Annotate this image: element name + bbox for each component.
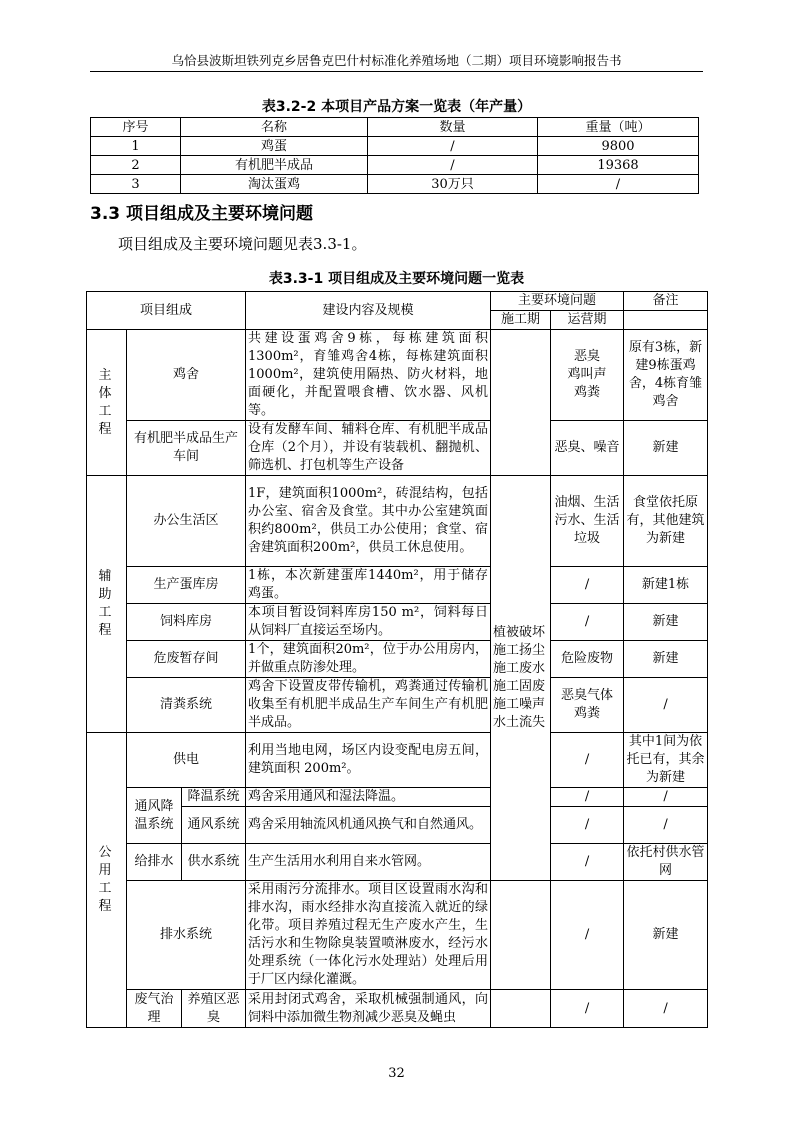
header-cell: 序号 <box>91 118 181 137</box>
row-op: 油烟、生活污水、生活垃圾 <box>551 476 624 567</box>
row-content: 本项目暂设饲料库房150 m²，饲料每日从饲料厂直接运至场内。 <box>246 604 491 641</box>
table-row <box>87 733 708 788</box>
row-note: 其中1间为依托已有，其余为新建 <box>624 733 708 788</box>
row-op: / <box>551 733 624 788</box>
table-row <box>87 990 708 1028</box>
row-content: 1栋，本次新建蛋库1440m²，用于储存鸡蛋。 <box>246 567 491 604</box>
row-op: 恶臭 鸡叫声 鸡粪 <box>551 330 624 421</box>
section-paragraph: 项目组成及主要环境问题见表3.3-1。 <box>118 235 367 253</box>
row-note: / <box>624 807 708 844</box>
row-name: 鸡舍 <box>127 330 246 421</box>
row-note: 食堂依托原有，其他建筑为新建 <box>624 476 708 567</box>
row-content: 1F，建筑面积1000m²，砖混结构，包括办公室、宿舍及食堂。其中办公室建筑面积约800m²，供员工办公使用；食堂、宿舍建筑面积200m²，供员工休息使用。 <box>246 476 491 567</box>
cell: 30万只 <box>368 175 538 194</box>
header-env: 主要环境问题 <box>491 292 624 311</box>
table-row <box>87 881 708 990</box>
section-heading: 3.3 项目组成及主要环境问题 <box>90 204 314 224</box>
row-note: / <box>624 678 708 733</box>
row-note: 新建1栋 <box>624 567 708 604</box>
row-op: / <box>551 567 624 604</box>
ventilation-group: 通风降温系统 <box>127 788 182 844</box>
row-op: / <box>551 844 624 881</box>
table-row <box>87 788 708 807</box>
cell: / <box>538 175 699 194</box>
row-op: / <box>551 807 624 844</box>
cell: 19368 <box>538 156 699 175</box>
empty-cell <box>624 311 708 330</box>
row-content: 鸡舍下设置皮带传输机，鸡粪通过传输机收集至有机肥半成品生产车间生产有机肥半成品。 <box>246 678 491 733</box>
product-table <box>90 117 699 194</box>
cell: 鸡蛋 <box>181 137 368 156</box>
table-row <box>87 844 708 881</box>
construction-issues: 植被破坏 施工扬尘 施工废水 施工固废 施工噪声 水土流失 <box>491 476 551 881</box>
water-group: 给排水 <box>127 844 182 881</box>
header-operation: 运营期 <box>551 311 624 330</box>
row-op: 危险废物 <box>551 641 624 678</box>
header-cell: 数量 <box>368 118 538 137</box>
table-row <box>87 641 708 678</box>
cell: / <box>368 156 538 175</box>
row-content: 采用封闭式鸡舍，采取机械强制通风，向饲料中添加微生物剂减少恶臭及蝇虫 <box>246 990 491 1028</box>
row-content: 共建设蛋鸡舍9栋，每栋建筑面积1300m²，育雏鸡舍4栋，每栋建筑面积1000m²，建筑使用隔热、防火材料，地面硬化，并配置喂食槽、饮水器、风机等。 <box>246 330 491 421</box>
row-name: 降温系统 <box>182 788 246 807</box>
cell: 1 <box>91 137 181 156</box>
row-name: 饲料库房 <box>127 604 246 641</box>
cell: 3 <box>91 175 181 194</box>
row-note: 新建 <box>624 881 708 990</box>
row-op: 恶臭、噪音 <box>551 421 624 476</box>
table-row <box>91 137 699 156</box>
row-name: 养殖区恶臭 <box>182 990 246 1028</box>
composition-table <box>86 291 708 1028</box>
header-cell: 重量（吨） <box>538 118 699 137</box>
row-op: / <box>551 788 624 807</box>
row-name: 办公生活区 <box>127 476 246 567</box>
exhaust-group: 废气治理 <box>127 990 182 1028</box>
header-rule <box>90 71 703 72</box>
row-name: 生产蛋库房 <box>127 567 246 604</box>
construction-blank <box>491 881 551 990</box>
row-name: 通风系统 <box>182 807 246 844</box>
row-name: 供水系统 <box>182 844 246 881</box>
row-name: 危废暂存间 <box>127 641 246 678</box>
table-row <box>91 175 699 194</box>
table-row <box>87 604 708 641</box>
cell: 有机肥半成品 <box>181 156 368 175</box>
row-note: 依托村供水管网 <box>624 844 708 881</box>
row-name: 供电 <box>127 733 246 788</box>
row-content: 鸡舍采用通风和湿法降温。 <box>246 788 491 807</box>
construction-blank <box>491 990 551 1028</box>
header-note: 备注 <box>624 292 708 311</box>
row-content: 鸡舍采用轴流风机通风换气和自然通风。 <box>246 807 491 844</box>
row-op: 恶臭气体 鸡粪 <box>551 678 624 733</box>
table-row <box>87 421 708 476</box>
row-op: / <box>551 881 624 990</box>
table-row <box>87 567 708 604</box>
cell: / <box>368 137 538 156</box>
table-row <box>87 330 708 421</box>
group-public: 公 用 工 程 <box>87 733 127 1028</box>
row-content: 利用当地电网，场区内设变配电房五间，建筑面积 200m²。 <box>246 733 491 788</box>
row-note: 原有3栋，新建9栋蛋鸡舍，4栋育雏鸡舍 <box>624 330 708 421</box>
row-name: 有机肥半成品生产车间 <box>127 421 246 476</box>
table-row <box>87 476 708 567</box>
cell: 9800 <box>538 137 699 156</box>
group-main: 主 体 工 程 <box>87 330 127 476</box>
row-note: 新建 <box>624 604 708 641</box>
page-header: 乌恰县波斯坦铁列克乡居鲁克巴什村标准化养殖场地（二期）项目环境影响报告书 <box>171 53 622 68</box>
row-note: 新建 <box>624 421 708 476</box>
table1-caption: 表3.2-2 本项目产品方案一览表（年产量） <box>261 99 532 115</box>
header-construction: 施工期 <box>491 311 551 330</box>
row-content: 1个，建筑面积20m²，位于办公用房内，并做重点防渗处理。 <box>246 641 491 678</box>
header-composition: 项目组成 <box>87 292 246 330</box>
table2-caption: 表3.3-1 项目组成及主要环境问题一览表 <box>268 271 525 287</box>
cell: 2 <box>91 156 181 175</box>
table-header-row <box>87 292 708 311</box>
row-note: / <box>624 788 708 807</box>
row-name: 排水系统 <box>127 881 246 990</box>
row-content: 采用雨污分流排水。项目区设置雨水沟和排水沟，雨水经排水沟直接流入就近的绿化带。项目养殖过程无生产废水产生，生活污水和生物除臭装置喷淋废水，经污水处理系统（一体化污水处理站）处理后用于厂区内绿化灌溉。 <box>246 881 491 990</box>
row-op: / <box>551 990 624 1028</box>
construction-blank <box>491 330 551 476</box>
cell: 淘汰蛋鸡 <box>181 175 368 194</box>
table-row <box>87 678 708 733</box>
group-aux: 辅 助 工 程 <box>87 476 127 733</box>
row-content: 设有发酵车间、辅料仓库、有机肥半成品仓库（2个月），并设有装载机、翻抛机、筛选机、打包机等生产设备 <box>246 421 491 476</box>
header-cell: 名称 <box>181 118 368 137</box>
row-note: / <box>624 990 708 1028</box>
table-row <box>91 156 699 175</box>
row-name: 清粪系统 <box>127 678 246 733</box>
header-content: 建设内容及规模 <box>246 292 491 330</box>
page-number: 32 <box>388 1066 405 1081</box>
row-content: 生产生活用水利用自来水管网。 <box>246 844 491 881</box>
row-note: 新建 <box>624 641 708 678</box>
table-header-row <box>91 118 699 137</box>
row-op: / <box>551 604 624 641</box>
